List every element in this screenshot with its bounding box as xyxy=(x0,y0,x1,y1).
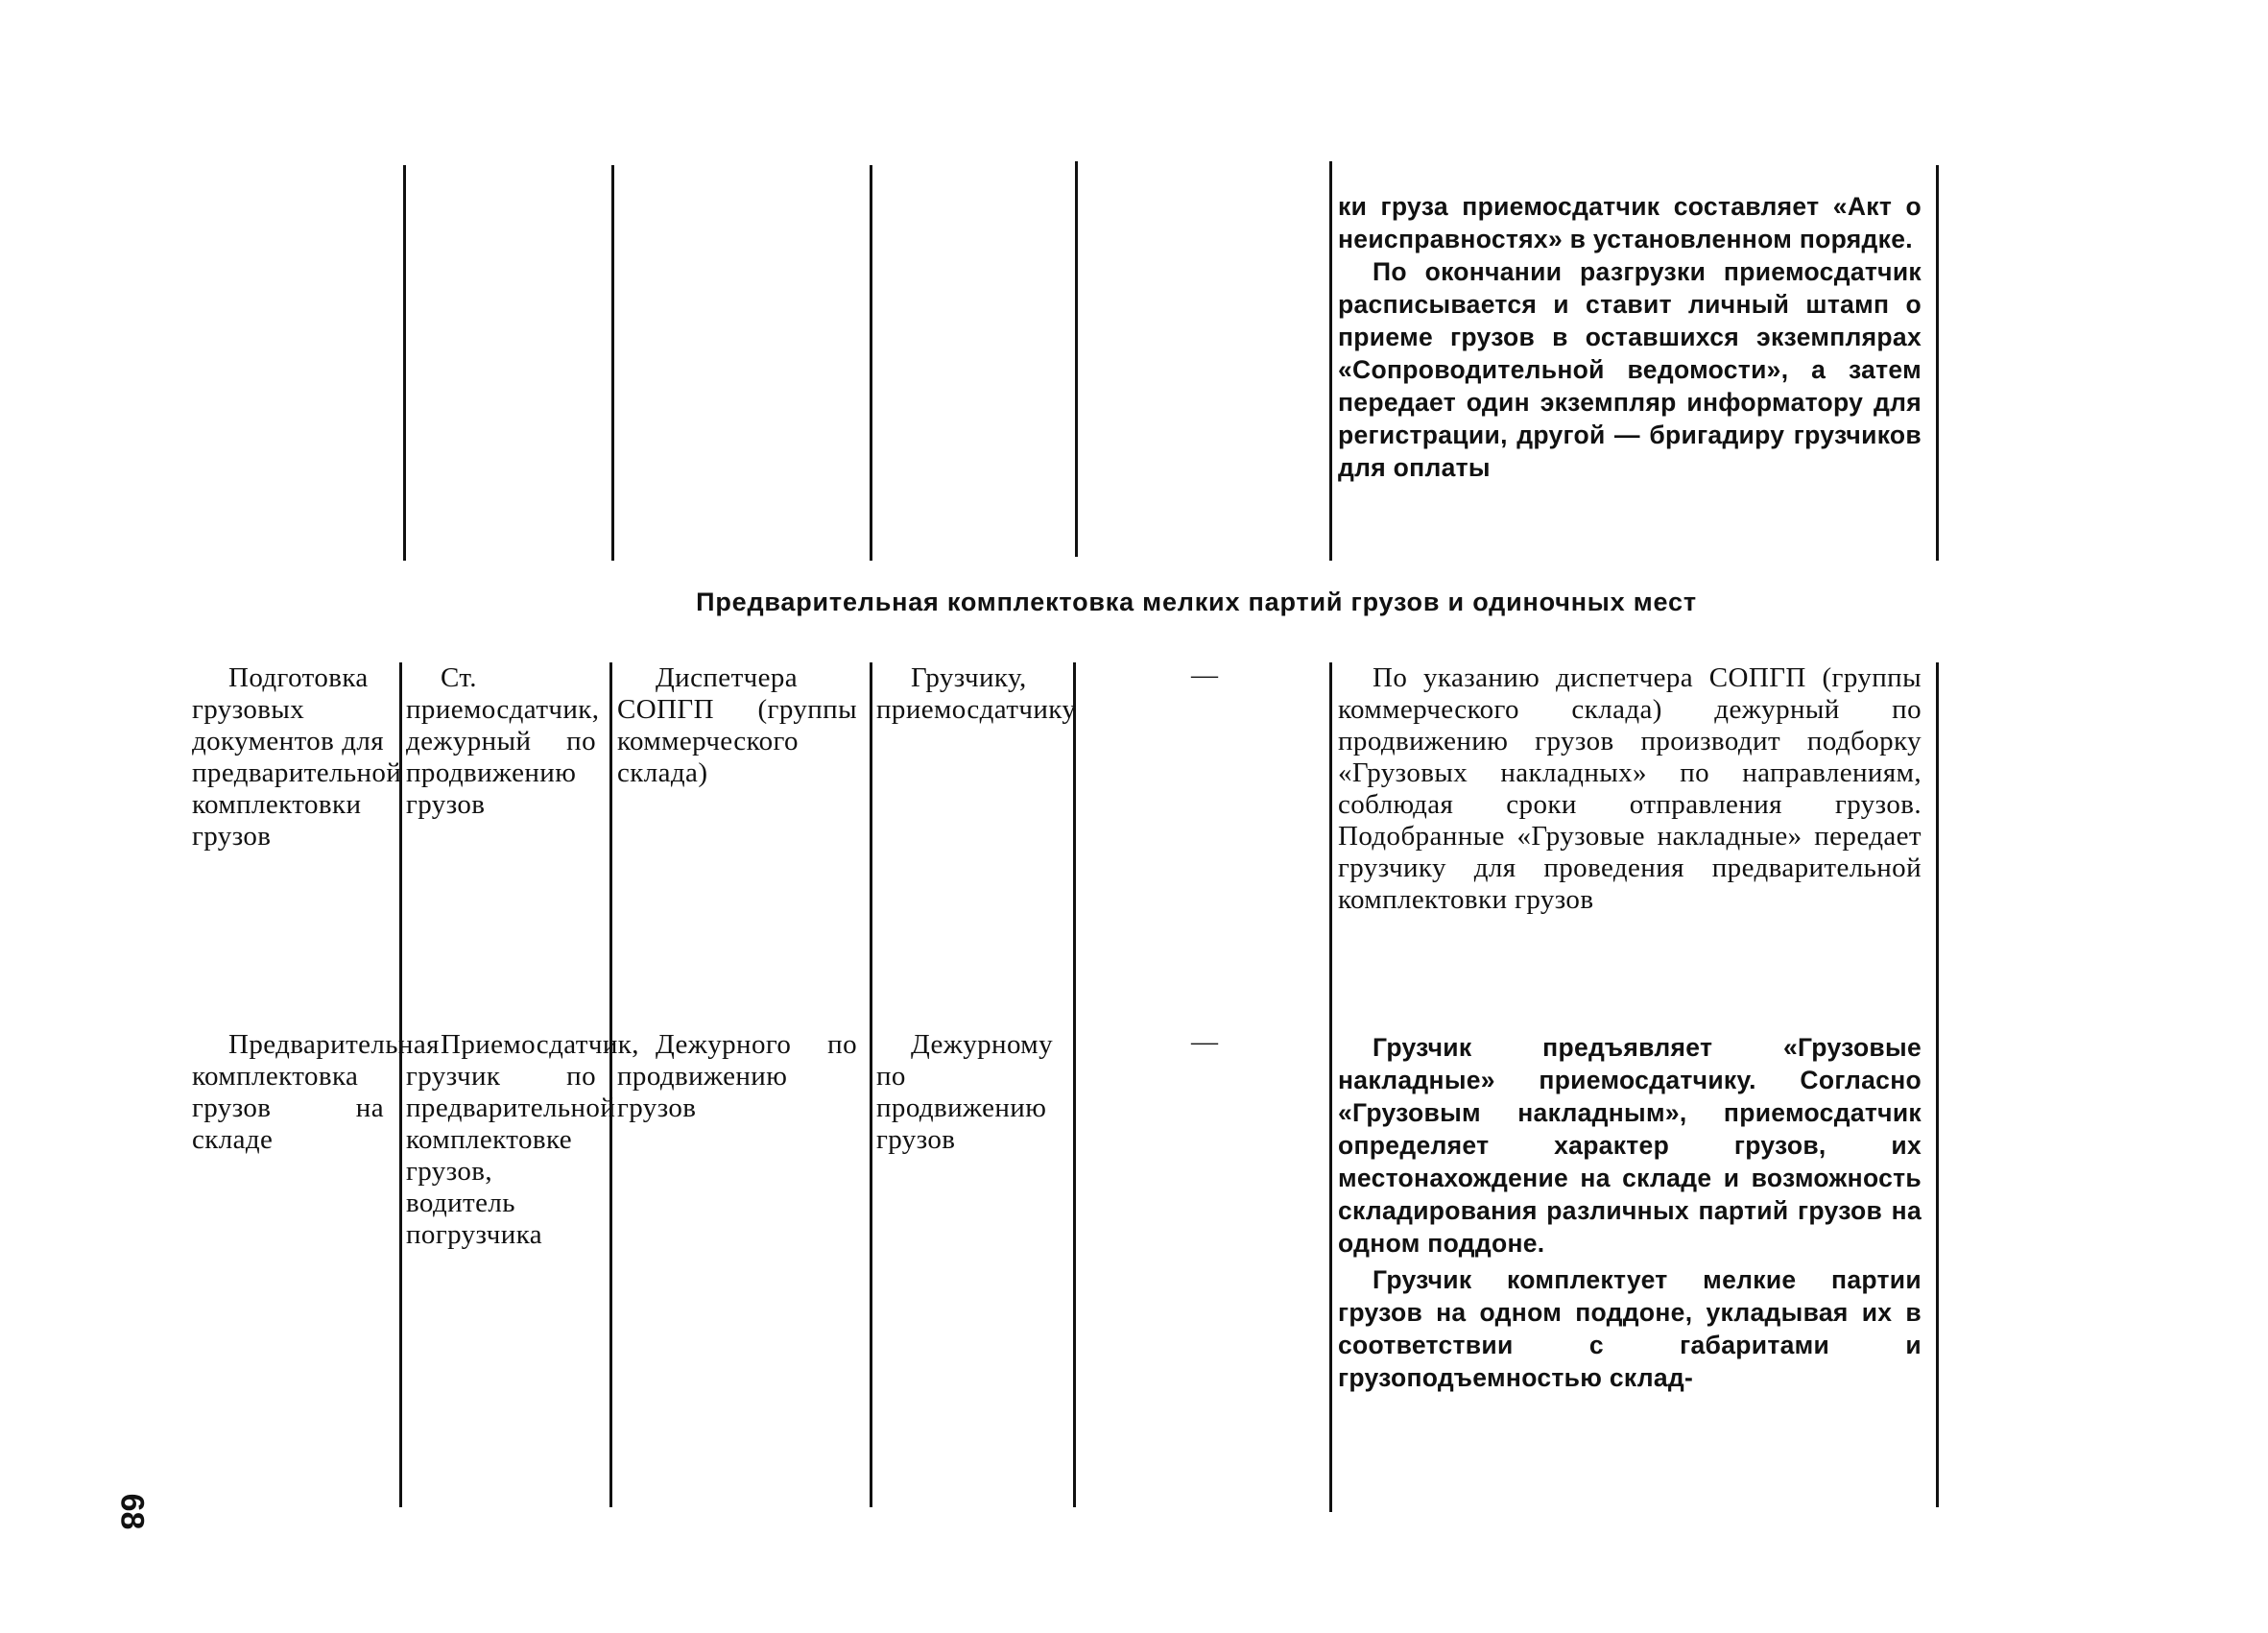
row2-from-whom xyxy=(617,1029,857,1124)
column-rule-3-top xyxy=(870,165,872,561)
row2-operation xyxy=(192,1029,440,1156)
row1-operation xyxy=(192,662,402,853)
row1-executor xyxy=(406,662,600,821)
row1-from-whom-text: Диспетчера СОПГП (группы коммерческого склада) xyxy=(617,662,857,788)
continuation-paragraph-2 xyxy=(1338,255,1922,484)
column-rule-1-top xyxy=(403,165,406,561)
section-heading: Предварительная комплектовка мелких партий грузов и одиночных мест xyxy=(696,588,1697,616)
column-rule-1-bottom xyxy=(399,662,402,1507)
row2-to-whom xyxy=(876,1029,1062,1156)
row2-description xyxy=(1338,1031,1922,1394)
row1-to-whom xyxy=(876,662,1077,726)
row1-description-text: По указанию диспетчера СОПГП (группы коммерческого склада) дежурный по продвижению грузов производит подборку «Грузовых накладных» по направлениям, соблюдая сроки отправления грузов. Подобранные «Грузовые накладные» передает грузчику для проведения предварительной комплектовки грузов xyxy=(1338,662,1922,915)
row1-operation-text: Подготовка грузовых документов для предварительной комплектовки грузов xyxy=(192,662,402,852)
row2-description-paragraph-1 xyxy=(1338,1031,1922,1260)
page-number: 68 xyxy=(113,1493,151,1530)
row2-executor xyxy=(406,1029,639,1251)
row2-col5-dash: — xyxy=(1191,1027,1218,1057)
row1-from-whom xyxy=(617,662,857,789)
row2-description-paragraph-2-text: Грузчик комплектует мелкие партии грузов на одном поддоне, укладывая их в соответствии с габаритами и грузоподъемностью склад- xyxy=(1338,1265,1922,1392)
row2-from-whom-text: Дежурного по продвижению грузов xyxy=(617,1029,857,1123)
row2-description-paragraph-2 xyxy=(1338,1263,1922,1394)
row2-description-paragraph-1-text: Грузчик предъявляет «Грузовые накладные» приемосдатчику. Согласно «Грузовым накладным», приемосдатчик определяет характер грузов, их местонахождение на складе и возможность складирования различных партий грузов на одном поддоне. xyxy=(1338,1033,1922,1258)
row2-operation-text: Предварительная комплектовка грузов на складе xyxy=(192,1029,440,1155)
row1-executor-text: Ст. приемосдатчик, дежурный по продвижению грузов xyxy=(406,662,600,820)
column-rule-5-bottom xyxy=(1329,662,1332,1512)
column-rule-4-bottom xyxy=(1073,662,1076,1507)
row2-executor-text: Приемосдатчик, грузчик по предварительной комплектовке грузов, водитель погрузчика xyxy=(406,1029,639,1250)
continuation-paragraph-2-text: По окончании разгрузки приемосдатчик расписывается и ставит личный штамп о приеме грузов в оставшихся экземплярах «Сопроводительной ведомости», а затем передает один экземпляр информатору для регистрации, другой — бригадиру грузчиков для оплаты xyxy=(1338,257,1922,482)
column-rule-2-top xyxy=(611,165,614,561)
column-rule-4-top xyxy=(1075,161,1078,557)
column-rule-6-bottom xyxy=(1936,662,1939,1507)
continuation-text xyxy=(1338,190,1922,484)
row1-description xyxy=(1338,662,1922,916)
column-rule-6-top xyxy=(1936,165,1939,561)
row1-col5-dash: — xyxy=(1191,660,1218,690)
row1-to-whom-text: Грузчику, приемосдатчику xyxy=(876,662,1077,725)
column-rule-3-bottom xyxy=(870,662,872,1507)
row2-to-whom-text: Дежурному по продвижению грузов xyxy=(876,1029,1053,1155)
column-rule-5-top xyxy=(1329,161,1332,561)
continuation-paragraph-1: ки груза приемосдатчик составляет «Акт о неисправностях» в установленном порядке. xyxy=(1338,192,1922,253)
column-rule-2-bottom xyxy=(609,662,612,1507)
